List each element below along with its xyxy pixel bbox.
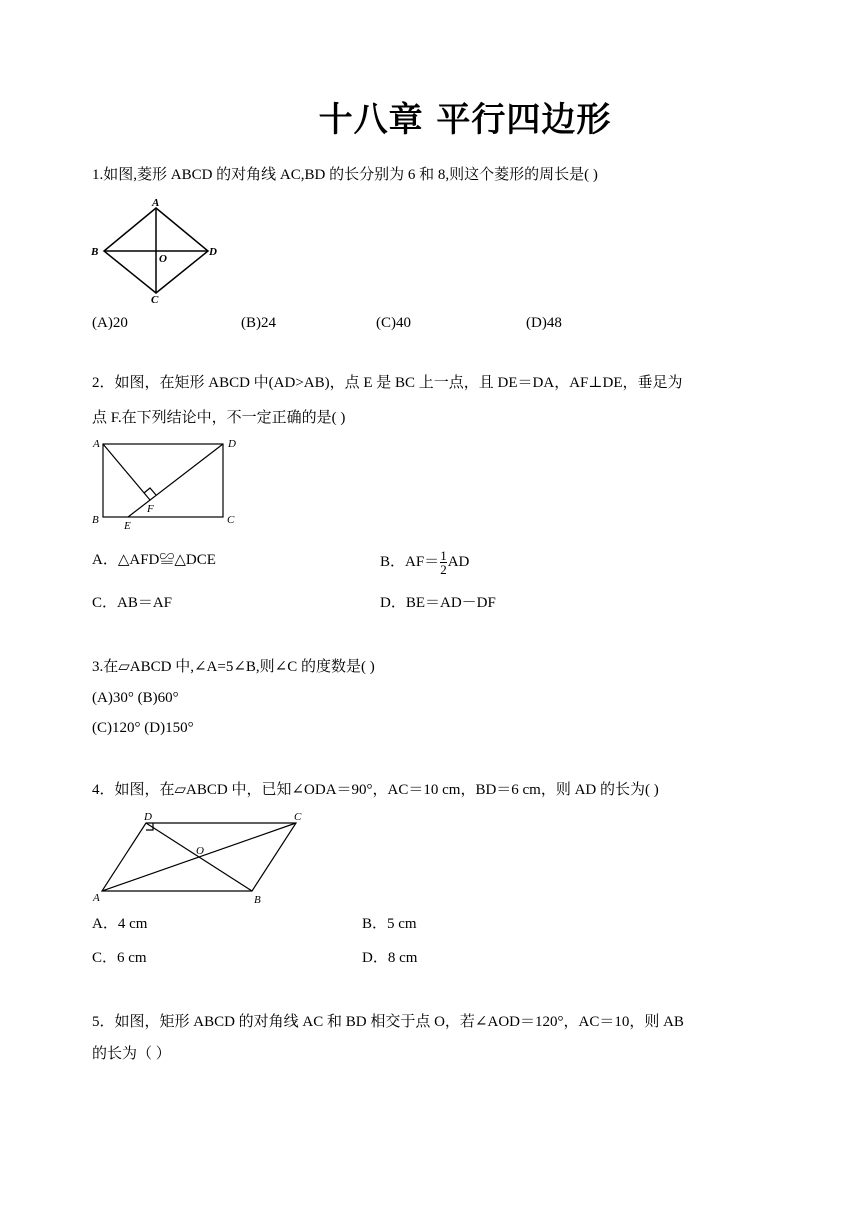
rectangle-figure [88,435,243,533]
question-2-stem-line1: 2．如图，在矩形 ABCD 中(AD>AB)，点 E 是 BC 上一点，且 DE＝DA，AF⊥DE，垂足为 [92,375,683,391]
label-d: D [209,246,217,258]
label-e: E [124,520,131,532]
fraction-suffix: AD [447,553,470,570]
q2-option-b [380,549,469,576]
label-a: A [152,197,160,209]
q1-option-c: (C)40 [376,315,411,331]
label-b: B [91,246,99,258]
label-b: B [92,514,99,526]
label-d: D [144,811,152,823]
q3-options-line2: (C)120° (D)150° [92,720,194,736]
q3-options-line1: (A)30° (B)60° [92,690,179,706]
fraction [440,549,447,576]
question-4-stem: 4．如图，在▱ABCD 中，已知∠ODA＝90°，AC＝10 cm，BD＝6 cm，则 AD 的长为( ) [92,782,659,798]
label-a: A [93,892,100,904]
label-a: A [93,438,100,450]
label-d: D [228,438,236,450]
q2-option-b-text: B．AF＝ [380,553,440,570]
q1-option-b: (B)24 [241,315,276,331]
page-title: 十八章 平行四边形 [318,100,612,140]
parallelogram-figure [88,807,310,907]
label-b: B [254,894,261,906]
q2-option-c: C．AB＝AF [92,595,173,611]
rhombus-figure [88,195,223,307]
question-5-stem-line2: 的长为（ ） [92,1046,171,1062]
label-f: F [147,503,154,515]
question-3-stem: 3.在▱ABCD 中,∠A=5∠B,则∠C 的度数是( ) [92,659,375,675]
q4-option-d: D．8 cm [362,950,418,966]
label-o: O [159,253,167,265]
q1-option-d: (D)48 [526,315,562,331]
q4-option-c: C．6 cm [92,950,147,966]
question-2-stem-line2: 点 F.在下列结论中，不一定正确的是( ) [92,410,346,426]
q1-option-a: (A)20 [92,315,128,331]
label-c: C [227,514,235,526]
label-c: C [294,811,302,823]
q2-option-d: D．BE＝AD－DF [380,595,496,611]
q4-option-a: A．4 cm [92,916,148,932]
label-o: O [196,845,204,857]
fraction-denominator: 2 [440,562,447,577]
label-c: C [151,294,159,306]
q4-option-b: B．5 cm [362,916,417,932]
fraction-numerator: 1 [440,548,447,563]
question-5-stem-line1: 5．如图，矩形 ABCD 的对角线 AC 和 BD 相交于点 O，若∠AOD＝120°，AC＝10，则 AB [92,1014,684,1030]
q2-option-a: A．△AFD≌△DCE [92,552,216,568]
question-1-stem: 1.如图,菱形 ABCD 的对角线 AC,BD 的长分别为 6 和 8,则这个菱形的周长是( ) [92,167,598,183]
